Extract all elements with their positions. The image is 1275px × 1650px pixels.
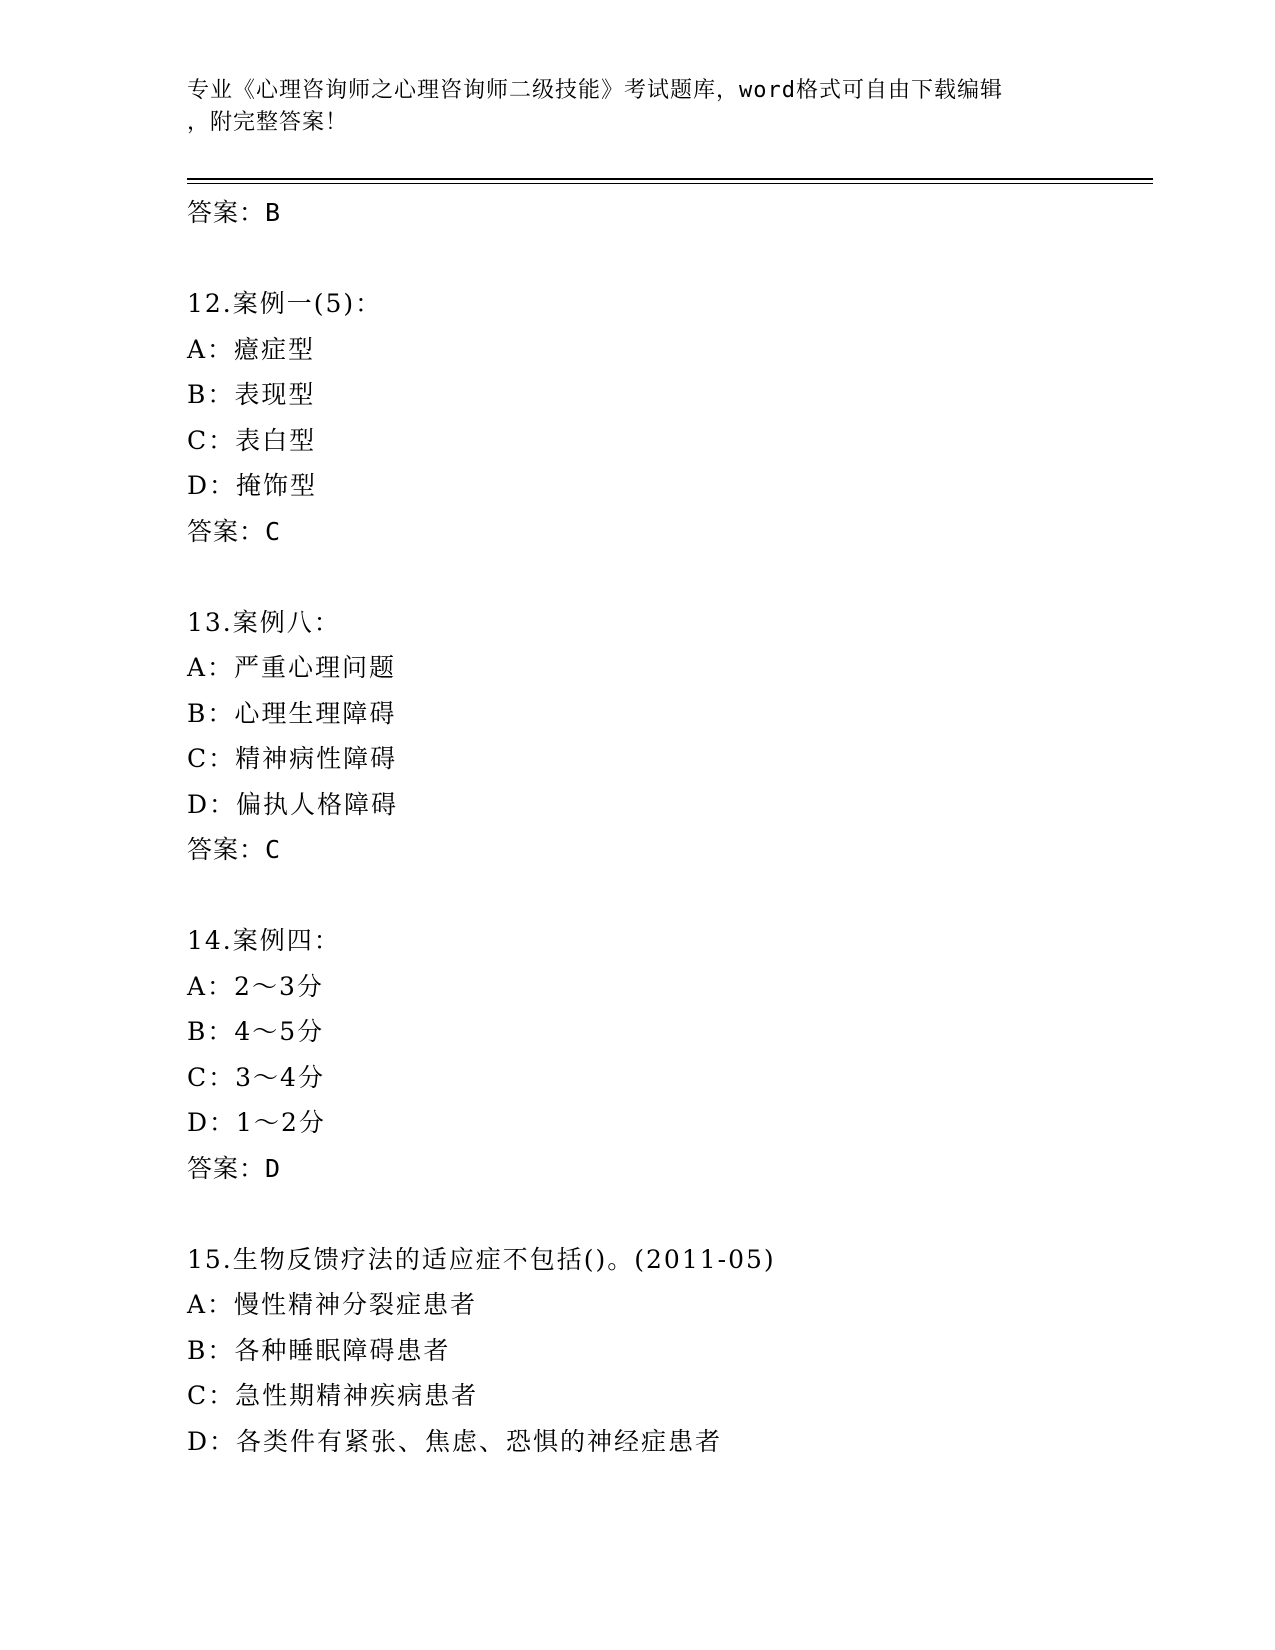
option-d: D：1～2分 <box>187 1108 326 1137</box>
spacer <box>187 1191 1147 1237</box>
option-a: A：癔症型 <box>187 334 316 364</box>
option-b: B：4～5分 <box>187 1017 325 1046</box>
spacer <box>187 554 1147 600</box>
option-a: A：2～3分 <box>187 971 324 1001</box>
answer-prefix: 答案： <box>187 835 266 864</box>
question-15 <box>187 1237 1147 1465</box>
answer-prefix: 答案： <box>187 1153 266 1183</box>
header-line-2: ，附完整答案！ <box>187 110 349 135</box>
option-d: D：偏执人格障碍 <box>187 789 399 819</box>
option-b: B：心理生理障碍 <box>187 698 397 728</box>
header-line-1: 专业《心理咨询师之心理咨询师二级技能》考试题库，word格式可自由下载编辑 <box>187 78 1003 103</box>
question-13 <box>187 600 1147 873</box>
spacer <box>187 873 1147 919</box>
answer-value: C <box>265 516 282 546</box>
question-14 <box>187 918 1147 1191</box>
answer-prefix: 答案： <box>187 198 266 227</box>
option-d: D：各类件有紧张、焦虑、恐惧的神经症患者 <box>187 1426 723 1456</box>
option-c: C：3～4分 <box>187 1062 325 1092</box>
option-b: B：各种睡眠障碍患者 <box>187 1335 451 1365</box>
answer-prefix: 答案： <box>187 516 266 546</box>
answer-line <box>187 1146 1147 1192</box>
answer-line <box>187 509 1147 555</box>
header-divider <box>187 178 1153 184</box>
answer-value: C <box>265 835 282 864</box>
option-d: D：掩饰型 <box>187 471 318 500</box>
option-a: A：慢性精神分裂症患者 <box>187 1290 478 1319</box>
question-stem: 13.案例八： <box>187 607 341 637</box>
question-list <box>187 190 1147 1464</box>
question-12 <box>187 281 1147 554</box>
option-c: C：精神病性障碍 <box>187 744 398 773</box>
option-b: B：表现型 <box>187 380 316 409</box>
spacer <box>187 236 1147 282</box>
option-c: C：急性期精神疾病患者 <box>187 1381 479 1410</box>
answer-line <box>187 190 1147 236</box>
question-stem: 15.生物反馈疗法的适应症不包括()。(2011-05) <box>187 1244 776 1274</box>
answer-value: B <box>265 198 282 227</box>
page-header <box>187 75 1087 139</box>
answer-value: D <box>265 1153 282 1183</box>
question-stem: 12.案例一(5)： <box>187 289 383 318</box>
question-stem: 14.案例四： <box>187 926 341 955</box>
answer-line <box>187 827 1147 873</box>
option-a: A：严重心理问题 <box>187 653 397 682</box>
option-c: C：表白型 <box>187 425 317 455</box>
